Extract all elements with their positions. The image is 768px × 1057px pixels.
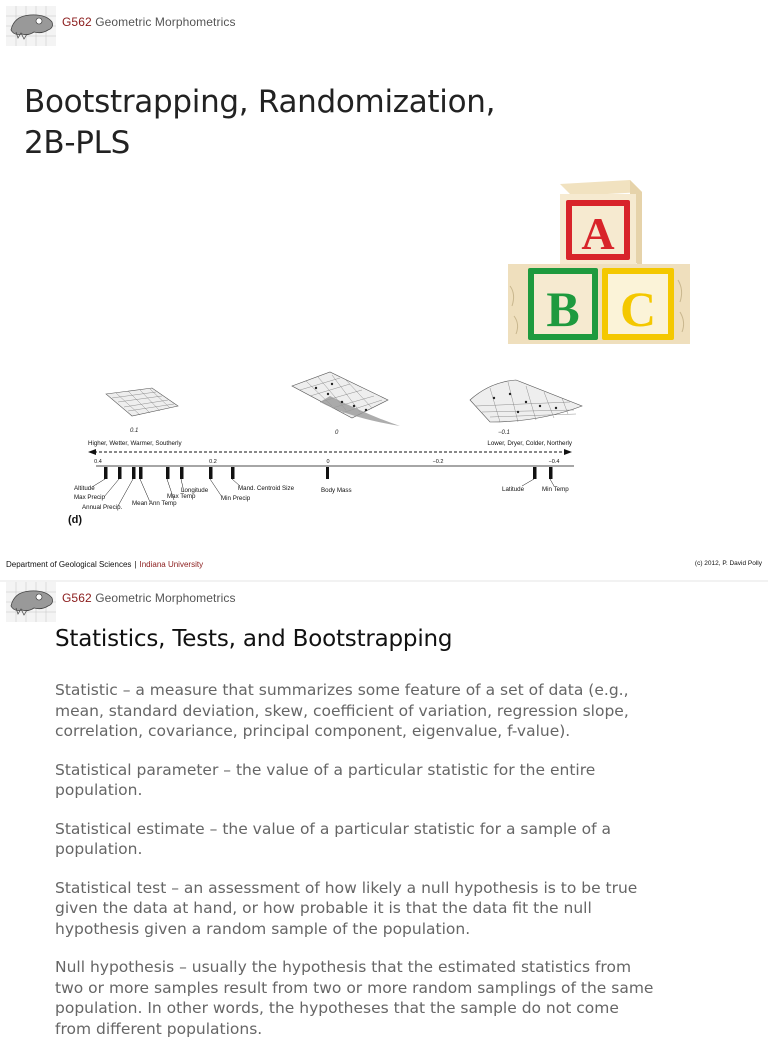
deformation-grid-right: [470, 380, 582, 422]
course-code: G562: [62, 591, 92, 605]
label-min-temp: Min Temp: [542, 486, 569, 493]
skull-logo-icon: [6, 6, 56, 46]
definition-statistical-parameter: Statistical parameter – the value of a particular statistic for the entire population.: [55, 760, 596, 799]
label-annual-precip: Annual Precip.: [82, 504, 123, 511]
block-letter-c: C: [619, 281, 657, 337]
label-max-precip: Max Precip: [74, 494, 105, 501]
label-body-mass: Body Mass: [321, 487, 352, 494]
course-name: Geometric Morphometrics: [95, 15, 236, 29]
label-longitude: Longitude: [181, 487, 209, 494]
course-code: G562: [62, 15, 92, 29]
definition-statistical-estimate: Statistical estimate – the value of a particular statistic for a sample of a population.: [55, 819, 612, 858]
block-c: [600, 264, 690, 344]
footer-copyright: (c) 2012, P. David Polly: [694, 560, 762, 567]
label-mand-centroid-size: Mand. Centroid Size: [238, 485, 295, 492]
tick-label-1: 0.4: [94, 459, 102, 465]
direction-right-label: Lower, Dryer, Colder, Northerly: [487, 440, 572, 447]
slide-footer: [6, 560, 762, 574]
pls-axis-figure: [70, 366, 590, 536]
deformation-grid-left: [106, 388, 178, 416]
tick-label-4: −0.2: [432, 459, 444, 465]
variable-markers: [104, 467, 553, 479]
tick-label-3: 0: [326, 459, 330, 465]
definition-null-hypothesis: Null hypothesis – usually the hypothesis that the estimated statistics from two or more samples result from two or more random samplings of the same population. In other words, the hypotheses that the sample do not come from different populations.: [55, 958, 654, 1038]
course-label: [62, 591, 236, 605]
label-altitude: Altitude: [74, 485, 95, 492]
skull-logo-icon: [6, 582, 56, 622]
block-b: [508, 264, 600, 344]
footer-university: Indiana University: [139, 560, 204, 569]
definitions-list: [55, 680, 655, 1057]
slide-header: [6, 582, 236, 622]
tick-label-5: −0.4: [548, 459, 560, 465]
block-letter-b: B: [546, 281, 580, 337]
block-letter-a: A: [581, 208, 615, 259]
slide-1-title: Bootstrapping, Randomization, 2B-PLS: [24, 84, 496, 161]
label-mean-ann-temp: Mean Ann Temp: [132, 500, 177, 507]
footer-affiliation: [6, 560, 203, 569]
slide-2-title: Statistics, Tests, and Bootstrapping: [55, 626, 453, 652]
grid-label-center: 0: [335, 430, 339, 436]
label-max-temp: Max Temp: [167, 493, 196, 500]
course-name: Geometric Morphometrics: [95, 591, 236, 605]
block-a: [560, 180, 642, 268]
direction-left-label: Higher, Wetter, Warmer, Southerly: [88, 440, 182, 447]
grid-label-left: 0.1: [130, 428, 139, 434]
definition-statistic: Statistic – a measure that summarizes some feature of a set of data (e.g., mean, standard deviation, skew, coefficient of variation, regression slope, correlation, covariance, principal component, eigenvalue, f-value).: [55, 681, 629, 740]
deformation-grid-center: [292, 372, 400, 426]
definition-statistical-test: Statistical test – an assessment of how likely a null hypothesis is to be true given the data at hand, or how probable it is that the data fit the null hypothesis given a random sample of the population.: [55, 878, 638, 938]
abc-blocks-image: [502, 176, 692, 348]
slide-header: [6, 6, 236, 46]
label-min-precip: Min Precip: [221, 495, 251, 502]
panel-label: (d): [68, 514, 83, 526]
course-label: [62, 15, 236, 29]
footer-separator: |: [134, 560, 137, 569]
tick-label-2: 0.2: [209, 459, 217, 465]
grid-label-right: −0.1: [498, 430, 510, 436]
direction-arrow: [88, 449, 572, 455]
footer-department: Department of Geological Sciences: [6, 560, 132, 569]
label-latitude: Latitude: [502, 486, 525, 493]
slide-2: [0, 582, 768, 1038]
